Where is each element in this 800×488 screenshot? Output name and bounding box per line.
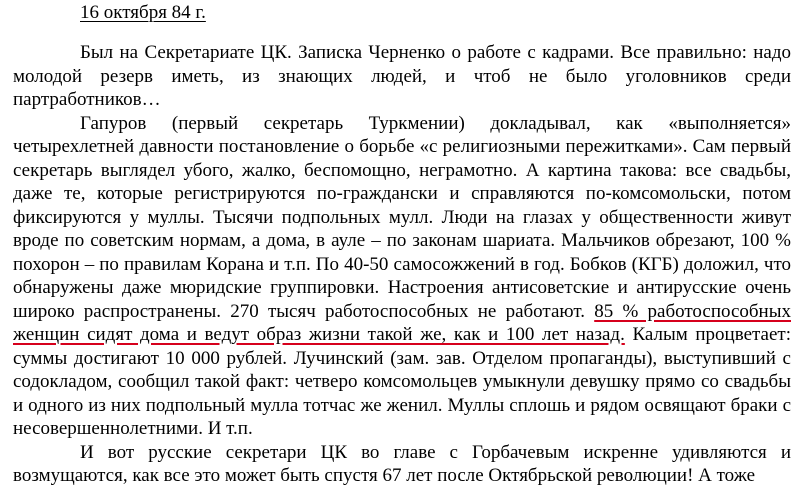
document-body	[13, 41, 791, 488]
paragraph-text: И вот русские секретари ЦК во главе с Горбачевым искренне удивляются и возмущаются, как все это может быть спустя 67 лет после Октябрьской революции! А тоже	[13, 441, 791, 486]
paragraph-gapurov-report	[13, 112, 791, 441]
paragraph-russian-secretaries	[13, 441, 791, 488]
paragraph-text: Калым процветает: суммы достигают 10 000 рублей. Лучинский (зам. зав. Отделом пропаганды), выступивший с содокладом, сообщил такой факт: четверо комсомольцев умыкнули девушку прямо со свадьбы и одного из них подпольный мулла тотчас же женил. Муллы сплошь и рядом освящают браки с несовершеннолетними. И т.п.	[13, 324, 791, 439]
paragraph-secretariat	[13, 41, 791, 112]
paragraph-text: Гапуров (первый секретарь Туркмении) докладывал, как «выполняется» четырехлетней давности постановление о борьбе «с религиозными пережитками». Сам первый секретарь выглядел убого, жалко, беспомощно, неграмотно. А картина такова: все свадьбы, даже те, которые регистрируются по-граждански и справляются по-комсомольски, потом фиксируются у муллы. Тысячи подпольных мулл. Люди на глазах у общественности живут вроде по советским нормам, а дома, в ауле – по законам шариата. Мальчиков обрезают, 100 % похорон – по правилам Корана и т.п. По 40-50 самосожжений в год. Бобков (КГБ) доложил, что обнаружены даже мюридские группировки. Настроения антисоветские и антирусские очень широко распространены. 270 тысяч работоспособных не работают.	[13, 112, 791, 322]
entry-date: 16 октября 84 г.	[80, 2, 206, 23]
highlighted-passage: 85 % работоспособных женщин сидят дома и ведут образ жизни такой же, как и 100 лет назад.	[13, 300, 791, 345]
paragraph-text: Был на Секретариате ЦК. Записка Черненко о работе с кадрами. Все правильно: надо молодой резерв иметь, из знающих людей, и чтоб не было уголовников среди партработников…	[13, 42, 791, 110]
